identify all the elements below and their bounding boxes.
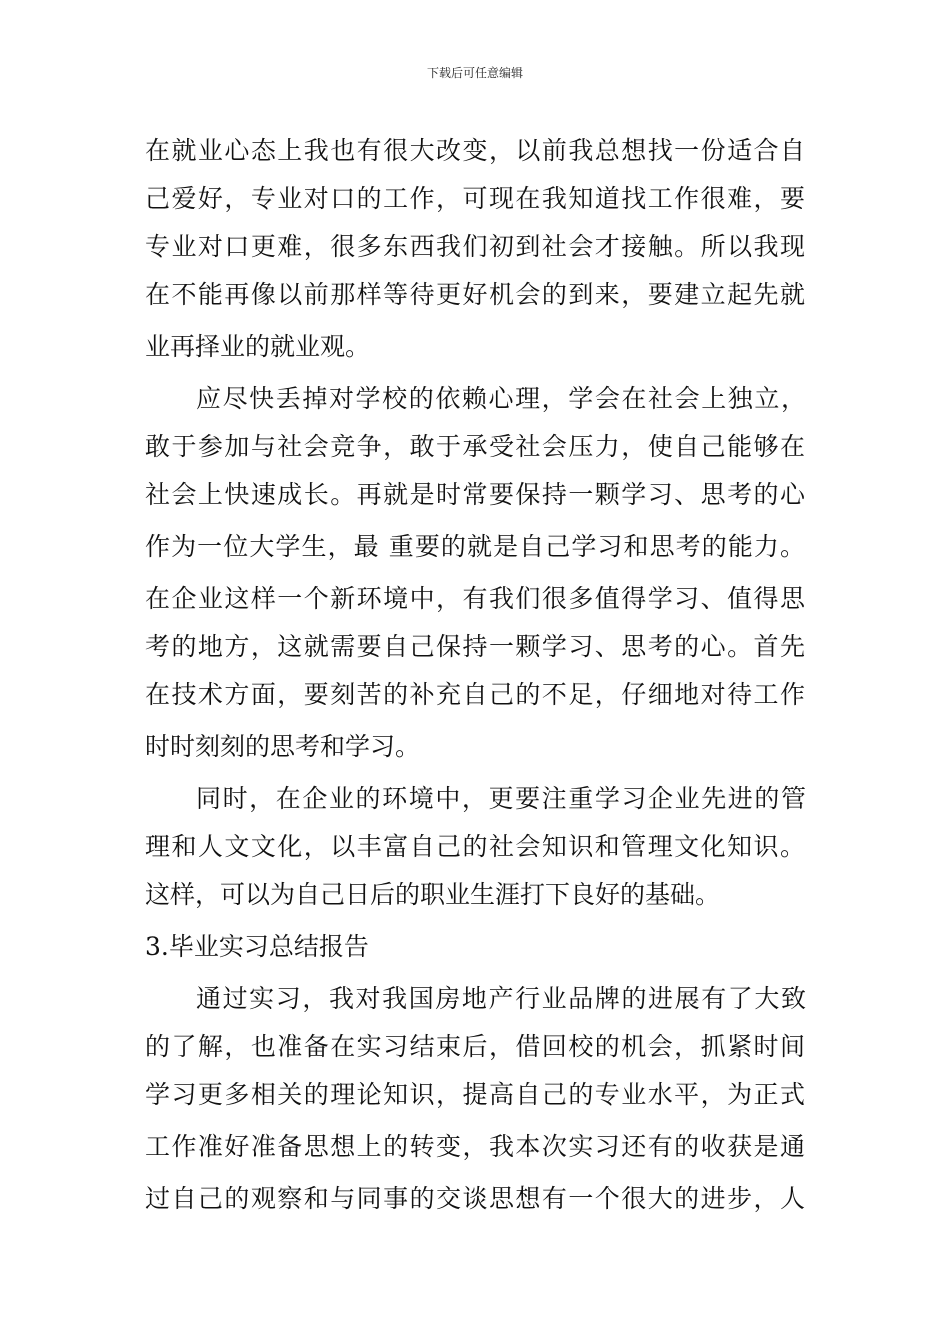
body-text-line: 业再择业的就业观。 [145, 332, 371, 361]
body-text-line: 在就业心态上我也有很大改变，以前我总想找一份适合自 [145, 136, 805, 165]
body-text-line: 在企业这样一个新环境中，有我们很多值得学习、值得思 [145, 584, 805, 613]
body-text-line: 己爱好，专业对口的工作，可现在我知道找工作很难，要 [145, 184, 805, 213]
header-note: 下载后可任意编辑 [426, 66, 523, 80]
body-text-line: 在不能再像以前那样等待更好机会的到来，要建立起先就 [145, 280, 805, 309]
body-text-line: 理和人文文化，以丰富自己的社会知识和管理文化知识。 [145, 832, 805, 861]
body-text-line: 敢于参加与社会竞争，敢于承受社会压力，使自己能够在 [145, 432, 805, 461]
paragraph-first-line: 通过实习，我对我国房地产行业品牌的进展有了大致 [196, 984, 806, 1013]
paragraph-first-line: 应尽快丢掉对学校的依赖心理，学会在社会上独立， [196, 384, 806, 413]
body-text-line: 时时刻刻的思考和学习。 [145, 732, 421, 761]
body-text-line: 专业对口更难，很多东西我们初到社会才接触。所以我现 [145, 232, 805, 261]
body-text-line: 这样，可以为自己日后的职业生涯打下良好的基础。 [145, 880, 721, 909]
body-text-line: 的了解，也准备在实习结束后，借回校的机会，抓紧时间 [145, 1032, 805, 1061]
body-text-line: 学习更多相关的理论知识，提高自己的专业水平，为正式 [145, 1080, 805, 1109]
body-text-line: 作为一位大学生，最 重要的就是自己学习和思考的能力。 [145, 532, 805, 561]
section-heading: 3.毕业实习总结报告 [145, 932, 369, 961]
body-text-line: 社会上快速成长。再就是时常要保持一颗学习、思考的心 [145, 480, 805, 509]
body-text-line: 在技术方面，要刻苦的补充自己的不足，仔细地对待工作 [145, 680, 805, 709]
body-text-line: 工作准好准备思想上的转变，我本次实习还有的收获是通 [145, 1132, 805, 1161]
body-text-line: 过自己的观察和与同事的交谈思想有一个很大的进步，人 [145, 1184, 805, 1213]
paragraph-first-line: 同时，在企业的环境中，更要注重学习企业先进的管 [196, 784, 806, 813]
body-text-line: 考的地方，这就需要自己保持一颗学习、思考的心。首先 [145, 632, 805, 661]
